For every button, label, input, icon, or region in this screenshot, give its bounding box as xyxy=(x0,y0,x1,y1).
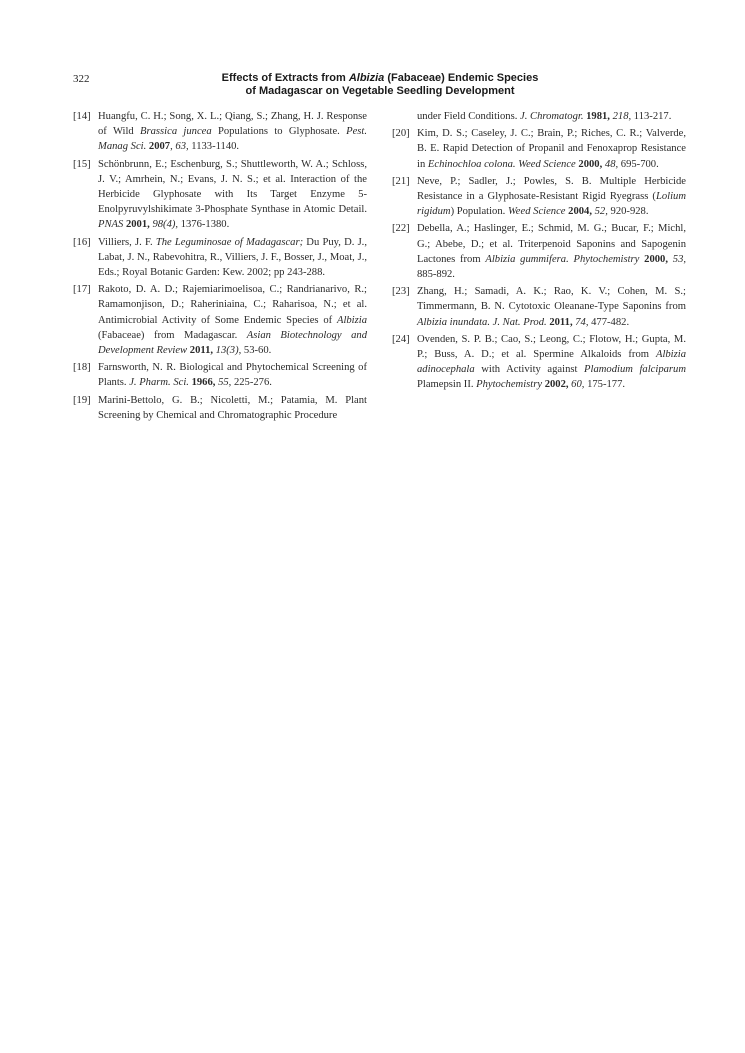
ref-italic: Lolium rigidum xyxy=(417,191,686,218)
ref-volume: 60, xyxy=(568,379,585,391)
ref-pages: 1376-1380. xyxy=(178,219,230,231)
ref-text: Kim, D. S.; Caseley, J. C.; Brain, P.; Riches, C. R.; Valverde, B. E. Rapid Detection of Propanil and Fenoxaprop Resistance in xyxy=(417,128,686,170)
ref-volume: 98(4), xyxy=(149,219,179,231)
ref-italic: Plamodium falciparum xyxy=(584,364,686,376)
reference-19-continued xyxy=(392,109,686,124)
ref-pages: 695-700. xyxy=(618,158,659,170)
reference-24 xyxy=(392,332,686,393)
ref-volume: 48, xyxy=(602,158,619,170)
ref-text: Neve, P.; Sadler, J.; Powles, S. B. Multiple Herbicide Resistance in a Glyphosate-Resistant Rigid Ryegrass ( xyxy=(417,175,686,203)
reference-16 xyxy=(73,235,367,281)
references-left-column xyxy=(73,109,367,425)
ref-text: Farnsworth, N. R. Biological and Phytochemical Screening of Plants. xyxy=(98,362,367,389)
reference-19 xyxy=(73,393,367,423)
reference-number: [16] xyxy=(73,236,91,248)
ref-italic: Albizia adinocephala xyxy=(417,349,686,376)
ref-text: Huangfu, C. H.; Song, X. L.; Qiang, S.; Zhang, H. J. Response of Wild xyxy=(98,111,367,138)
reference-23 xyxy=(392,284,686,330)
ref-italic: Brassica juncea xyxy=(140,126,212,138)
references-right-column xyxy=(392,109,686,395)
title-text: Effects of Extracts from xyxy=(221,72,349,84)
ref-journal: Albizia gummifera. Phytochemistry xyxy=(485,253,640,265)
ref-journal: Echinochloa colona. Weed Science xyxy=(427,158,576,170)
ref-text: Debella, A.; Haslinger, E.; Schmid, M. G.; Bucar, F.; Michl, G.; Abebe, D.; et al. Triterpenoid Saponins and Sapogenin Lactones from xyxy=(417,223,686,265)
title-genus: Albizia xyxy=(348,72,385,84)
ref-journal: Asian Biotechnology and Development Review xyxy=(98,329,368,357)
ref-text: Populations to Glyphosate. xyxy=(211,126,347,138)
ref-text: Villiers, J. F. xyxy=(98,236,156,248)
ref-year: 2011, xyxy=(546,316,573,328)
reference-17 xyxy=(73,282,367,358)
ref-year: 2007 xyxy=(146,141,171,153)
ref-journal: J. Chromatogr. xyxy=(520,111,584,122)
ref-journal: Pest. Manag Sci. xyxy=(98,126,367,153)
running-title xyxy=(170,72,590,98)
ref-book-title: The Leguminosae of Madagascar; xyxy=(155,236,304,248)
ref-volume: 53, xyxy=(668,253,687,265)
ref-journal: Phytochemistry xyxy=(476,379,543,391)
reference-number: [20] xyxy=(392,128,410,140)
reference-14 xyxy=(73,109,367,155)
ref-volume: 52, xyxy=(591,206,608,218)
ref-pages: 175-177. xyxy=(584,379,626,391)
reference-15 xyxy=(73,157,367,233)
ref-text: with Activity against xyxy=(474,364,585,376)
reference-22 xyxy=(392,221,686,282)
ref-text: (Fabaceae) from Madagascar. xyxy=(98,329,247,341)
ref-year: 2002, xyxy=(542,379,569,391)
ref-volume: 13(3), xyxy=(213,345,242,357)
reference-number: [14] xyxy=(73,111,91,122)
reference-18 xyxy=(73,360,367,390)
ref-pages: 920-928. xyxy=(607,206,649,218)
reference-number: [24] xyxy=(392,333,410,345)
ref-pages: 225-276. xyxy=(231,377,272,389)
title-line-2: of Madagascar on Vegetable Seedling Development xyxy=(245,85,515,97)
reference-number: [15] xyxy=(73,158,91,170)
ref-text: Plamepsin II. xyxy=(417,379,477,391)
reference-number: [23] xyxy=(392,286,410,298)
ref-journal: Weed Science xyxy=(507,206,566,218)
ref-volume: 55, xyxy=(215,377,232,389)
ref-pages: 477-482. xyxy=(588,316,630,328)
ref-text: Rakoto, D. A. D.; Rajemiarimoelisoa, C.; Randrianarivo, R.; Ramamonjison, D.; Raheriniaina, C.; Raharisoa, N.; et al. Antimicrobial Activity of Some Endemic Species of xyxy=(98,284,367,326)
ref-text: Marini-Bettolo, G. B.; Nicoletti, M.; Patamia, M. Plant Screening by Chemical and Chromatographic Procedure xyxy=(98,394,367,421)
ref-year: 1966, xyxy=(188,377,216,389)
reference-21 xyxy=(392,174,686,220)
ref-year: 2000, xyxy=(575,158,603,170)
reference-20 xyxy=(392,126,686,172)
title-text: (Fabaceae) Endemic Species xyxy=(384,72,539,84)
ref-journal: Albizia inundata. J. Nat. Prod. xyxy=(417,316,547,328)
ref-volume: 74, xyxy=(572,316,589,328)
ref-pages: 1133-1140. xyxy=(188,141,240,153)
ref-year: 2004, xyxy=(565,206,592,218)
reference-number: [22] xyxy=(392,223,410,235)
page-number: 322 xyxy=(73,73,90,85)
ref-year: 2000, xyxy=(639,253,668,265)
ref-year: 2001, xyxy=(123,219,150,231)
ref-text: Schönbrunn, E.; Eschenburg, S.; Shuttleworth, W. A.; Schloss, J. V.; Amrhein, N.; Evans, J. N. S.; et al. Interaction of the Herbicide Glyphosate with Its Target Enzyme 5-Enolpyruvylshikimate 3-Phosphate Synthase in Atomic Detail. xyxy=(98,158,367,216)
reference-number: [21] xyxy=(392,175,410,187)
reference-number: [17] xyxy=(73,284,91,296)
ref-text: Ovenden, S. P. B.; Cao, S.; Leong, C.; Flotow, H.; Gupta, M. P.; Buss, A. D.; et al. Spermine Alkaloids from xyxy=(417,333,686,361)
ref-text: under Field Conditions. xyxy=(417,111,520,122)
ref-pages: 113-217. xyxy=(631,111,672,122)
ref-pages: 885-892. xyxy=(417,269,455,281)
ref-volume: 63, xyxy=(175,141,189,153)
ref-text: Du Puy, D. J., Labat, J. N., Rabevohitra, R., Villiers, J. F., Bosser, J., Moat, J., Eds.; Royal Botanic Garden: Kew. 2002; pp 243-288. xyxy=(98,236,367,279)
ref-text: Zhang, H.; Samadi, A. K.; Rao, K. V.; Cohen, M. S.; Timmermann, B. N. Cytotoxic Oleanane-Type Saponins from xyxy=(417,286,686,313)
ref-pages: 53-60. xyxy=(241,345,272,357)
ref-italic: Albizia xyxy=(336,314,367,326)
ref-journal: PNAS xyxy=(98,219,124,231)
ref-text: ) Population. xyxy=(450,206,508,218)
reference-number: [19] xyxy=(73,394,91,406)
reference-number: [18] xyxy=(73,362,91,374)
ref-volume: 218, xyxy=(609,111,632,122)
ref-text: , xyxy=(170,141,176,153)
ref-journal: J. Pharm. Sci. xyxy=(129,377,189,389)
ref-year: 1981, xyxy=(583,111,610,122)
ref-year: 2011, xyxy=(187,345,214,357)
